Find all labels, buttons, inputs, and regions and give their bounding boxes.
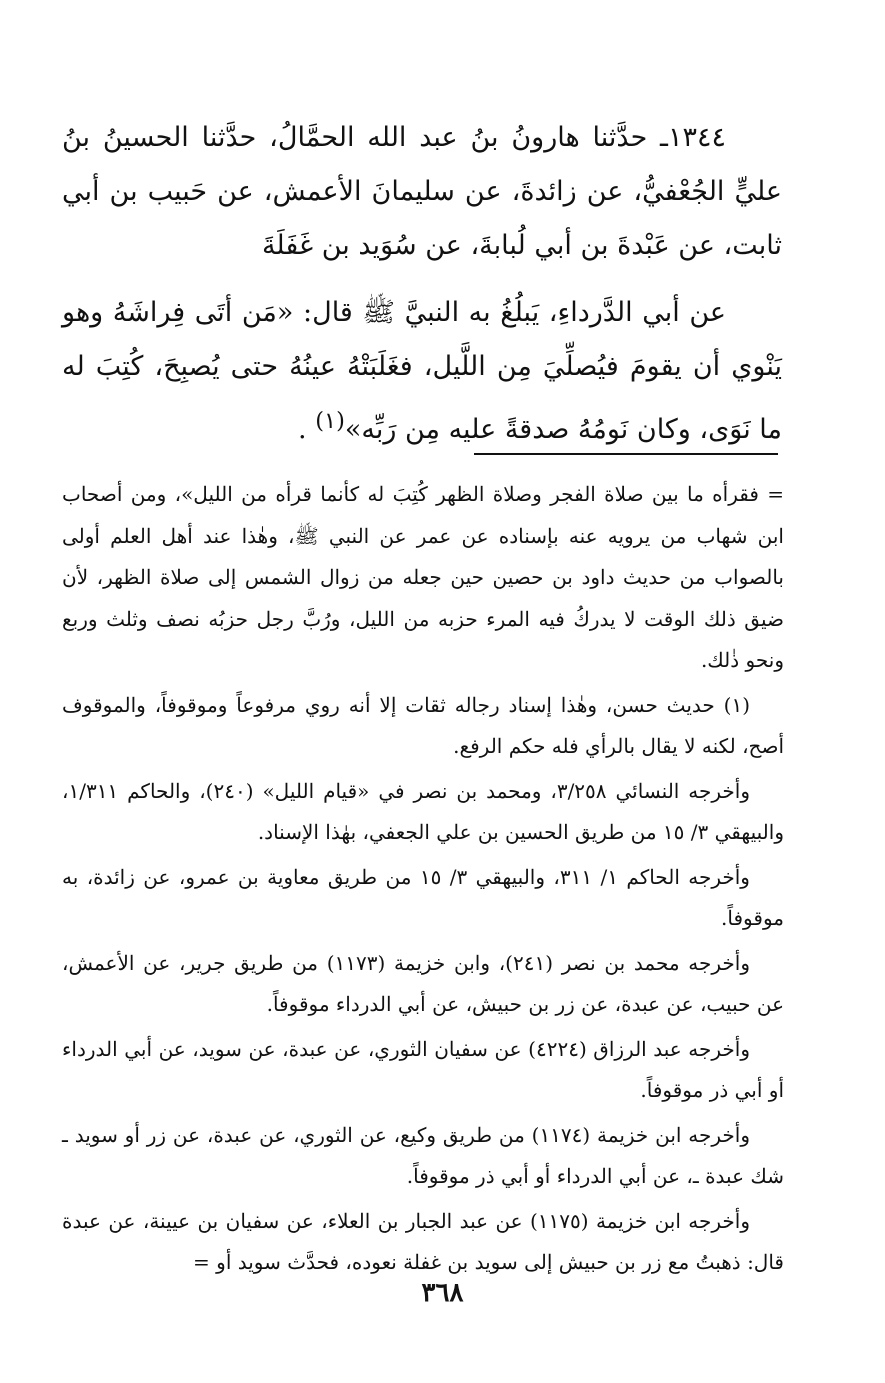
footnote-text: وأخرجه النسائي ٣/٢٥٨، ومحمد بن نصر في «قيام الليل» (٢٤٠)، والحاكم ١/٣١١، والبيهقي ٣/ ١٥ من طريق الحسين بن علي الجعفي، بهٰذا الإسناد. [62,778,784,844]
footnotes-section [62,474,784,1284]
hadith-matn-paragraph [62,286,782,457]
footnote-takhrij-paragraph [62,771,784,854]
footnote-text: وأخرجه ابن خزيمة (١١٧٥) عن عبد الجبار بن العلاء، عن سفيان بن عيينة، عن عبدة قال: ذهبتُ مع زر بن حبيش إلى سويد بن غفلة نعوده، فحدَّث سويد أو = [62,1208,784,1274]
footnote-text: وأخرجه الحاكم ١/ ٣١١، والبيهقي ٣/ ١٥ من طريق معاوية بن عمرو، عن زائدة، به موقوفاً. [62,864,784,930]
footnote-text: = فقرأه ما بين صلاة الفجر وصلاة الظهر كُتِبَ له كأنما قرأه من الليل»، ومن أصحاب ابن شهاب من يرويه عنه بإسناده عن عمر عن النبي ﷺ، وهٰذا عند أهل العلم أولى بالصواب من حديث داود بن حصين حين جعله من زوال الشمس إلى صلاة الظهر، لأن ضيق ذلك الوقت لا يدركُ فيه المرء حزبه من الليل، ورُبَّ رجل حزبُه نصف وثلث وربع ونحو ذٰلك. [62,482,785,672]
footnote-text: وأخرجه عبد الرزاق (٤٢٢٤) عن سفيان الثوري، عن عبدة، عن سويد، عن أبي الدرداء أو أبي ذر موقوفاً. [62,1036,784,1102]
footnote-1 [62,685,784,768]
footnote-divider [474,453,778,455]
end-mark: . [298,414,307,445]
footnote-marker: (١) [315,408,345,434]
page-number: ٣٦٨ [421,1278,464,1308]
hadith-isnad-paragraph [62,111,782,273]
hadith-matn-text: عن أبي الدَّرداءِ، يَبلُغُ به النبيَّ ﷺ قال: «مَن أتَى فِراشَهُ وهو يَنْوي أن يقومَ فيُصلِّيَ مِن اللَّيل، فغَلَبَتْهُ عينُهُ حتى يُصبِحَ، كُتِبَ له ما نَوَى، وكان نَومُهُ صدقةً عليه مِن رَبِّه» [62,297,782,445]
footnote-text: وأخرجه محمد بن نصر (٢٤١)، وابن خزيمة (١١٧٣) من طريق جرير، عن الأعمش، عن حبيب، عن عبدة، عن زر بن حبيش، عن أبي الدرداء موقوفاً. [62,950,784,1016]
footnote-continuation [62,474,784,682]
footnote-takhrij-paragraph [62,857,784,940]
footnote-text: (١) حديث حسن، وهٰذا إسناد رجاله ثقات إلا أنه روي مرفوعاً وموقوفاً، والموقوف أصح، لكنه لا يقال بالرأي فله حكم الرفع. [62,692,784,758]
footnote-text: وأخرجه ابن خزيمة (١١٧٤) من طريق وكيع، عن الثوري، عن عبدة، عن زر أو سويد ـ شك عبدة ـ، عن أبي الدرداء أو أبي ذر موقوفاً. [62,1122,784,1188]
hadith-isnad-text: ١٣٤٤ـ حدَّثنا هارونُ بنُ عبد الله الحمَّالُ، حدَّثنا الحسينُ بنُ عليٍّ الجُعْفيُّ، عن زائدةَ، عن سليمانَ الأعمش، عن حَبيب بن أبي ثابت، عن عَبْدةَ بن أبي لُبابةَ، عن سُوَيد بن غَفَلَةَ [62,122,782,261]
footnote-takhrij-paragraph [62,1115,784,1198]
footnote-takhrij-paragraph [62,1201,784,1284]
footnote-takhrij-paragraph [62,1029,784,1112]
footnote-takhrij-paragraph [62,943,784,1026]
